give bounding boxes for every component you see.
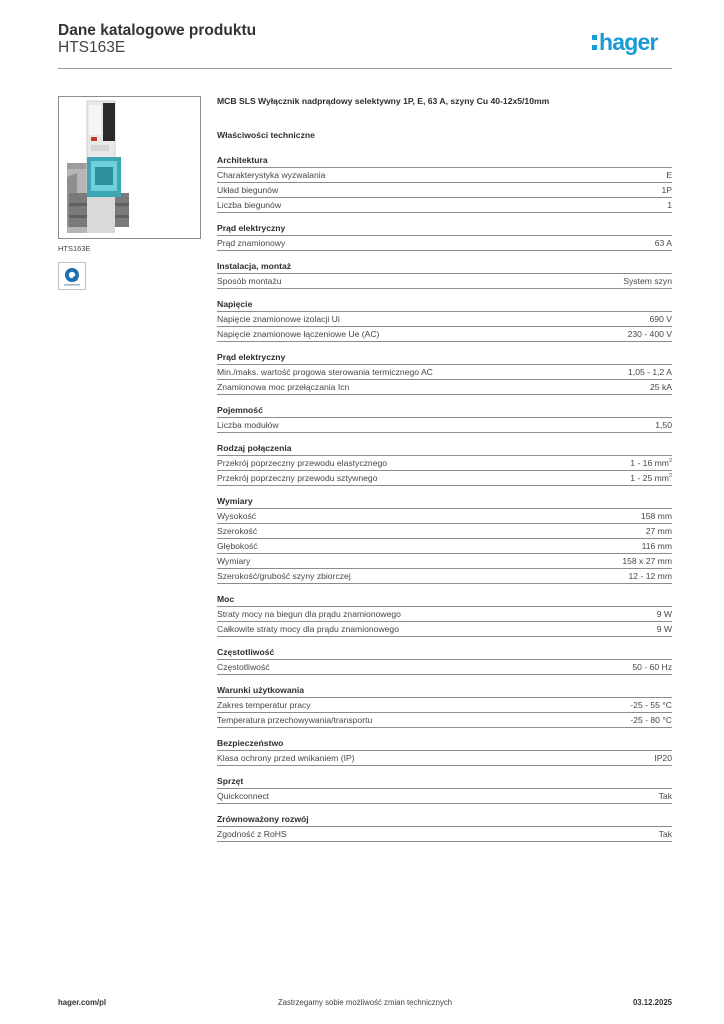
spec-section xyxy=(217,776,672,804)
product-image xyxy=(58,96,201,239)
spec-row xyxy=(217,569,672,584)
section-title: Bezpieczeństwo xyxy=(217,738,672,751)
spec-value-text: -25 - 55 °C xyxy=(630,700,672,710)
section-title: Architektura xyxy=(217,155,672,168)
spec-section xyxy=(217,261,672,289)
spec-row xyxy=(217,471,672,486)
spec-label: Szerokość xyxy=(217,526,258,536)
spec-value xyxy=(630,471,672,485)
spec-value xyxy=(657,607,672,621)
spec-section xyxy=(217,594,672,637)
spec-value xyxy=(659,789,672,803)
spec-section xyxy=(217,352,672,395)
section-title: Warunki użytkowania xyxy=(217,685,672,698)
spec-section xyxy=(217,443,672,486)
section-title: Prąd elektryczny xyxy=(217,352,672,365)
spec-row xyxy=(217,327,672,342)
spec-label: Głębokość xyxy=(217,541,258,551)
spec-label: Częstotliwość xyxy=(217,662,270,672)
spec-label: Wymiary xyxy=(217,556,251,566)
spec-row xyxy=(217,789,672,804)
spec-row xyxy=(217,554,672,569)
spec-value-text: Tak xyxy=(658,791,672,801)
spec-value-text: 9 W xyxy=(656,609,672,619)
spec-value-text: 116 mm xyxy=(641,541,672,551)
spec-row xyxy=(217,236,672,251)
spec-value xyxy=(630,713,672,727)
spec-value-text: 27 mm xyxy=(645,526,672,536)
spec-label: Quickconnect xyxy=(217,791,270,801)
spec-value-text: 63 A xyxy=(654,238,672,248)
spec-row xyxy=(217,198,672,213)
spec-row xyxy=(217,713,672,728)
spec-label: Temperatura przechowywania/transportu xyxy=(217,715,373,725)
spec-section xyxy=(217,155,672,213)
spec-value-text: 158 mm xyxy=(640,511,672,521)
spec-value-text: 50 - 60 Hz xyxy=(632,662,672,672)
spec-value-text: Tak xyxy=(658,829,672,839)
spec-value-text: 230 - 400 V xyxy=(627,329,672,339)
spec-value xyxy=(646,524,672,538)
spec-value xyxy=(659,827,672,841)
spec-value xyxy=(667,198,672,212)
header-divider xyxy=(58,68,672,69)
spec-label: Klasa ochrony przed wnikaniem (IP) xyxy=(217,753,355,763)
spec-value-text: 25 kA xyxy=(650,382,672,392)
spec-value xyxy=(630,456,672,470)
section-title: Częstotliwość xyxy=(217,647,672,660)
footer-disclaimer: Zastrzegamy sobie możliwość zmian technicznych xyxy=(277,998,453,1007)
spec-label: Przekrój poprzeczny przewodu elastycznego xyxy=(217,458,388,468)
spec-section xyxy=(217,299,672,342)
footer-date: 03.12.2025 xyxy=(632,998,672,1007)
spec-value-superscript: 2 xyxy=(668,458,672,464)
spec-value xyxy=(623,274,672,288)
spec-value xyxy=(657,622,672,636)
spec-section xyxy=(217,223,672,251)
circuit-breaker-image-icon xyxy=(59,97,201,239)
spec-row xyxy=(217,380,672,395)
spec-value xyxy=(629,569,672,583)
spec-value-text: 9 W xyxy=(656,624,672,634)
spec-label: Sposób montażu xyxy=(217,276,282,286)
spec-label: Prąd znamionowy xyxy=(217,238,286,248)
section-title: Zrównoważony rozwój xyxy=(217,814,672,827)
spec-value xyxy=(630,698,672,712)
spec-value-text: System szyn xyxy=(623,276,672,286)
spec-row xyxy=(217,622,672,637)
page-title: Dane katalogowe produktu xyxy=(58,22,257,39)
spec-value-superscript: 2 xyxy=(668,473,672,479)
spec-label: Liczba modułów xyxy=(217,420,279,430)
spec-label: Układ biegunów xyxy=(217,185,279,195)
section-title: Sprzęt xyxy=(217,776,672,789)
section-title: Instalacja, montaż xyxy=(217,261,672,274)
spec-value-text: 12 - 12 mm xyxy=(628,571,672,581)
spec-value xyxy=(622,554,672,568)
spec-label: Znamionowa moc przełączania Icn xyxy=(217,382,350,392)
hager-logo[interactable] xyxy=(592,27,658,57)
spec-content xyxy=(217,96,672,852)
spec-value xyxy=(655,236,672,250)
spec-label: Przekrój poprzeczny przewodu sztywnego xyxy=(217,473,378,483)
spec-label: Min./maks. wartość progowa sterowania termicznego AC xyxy=(217,367,433,377)
spec-row xyxy=(217,660,672,675)
section-title: Rodzaj połączenia xyxy=(217,443,672,456)
spec-value xyxy=(661,183,672,197)
section-title: Moc xyxy=(217,594,672,607)
spec-row xyxy=(217,539,672,554)
product-code: HTS163E xyxy=(58,39,126,56)
spec-value xyxy=(628,365,672,379)
spec-section xyxy=(217,496,672,584)
spec-row xyxy=(217,168,672,183)
spec-value-text: 158 x 27 mm xyxy=(622,556,672,566)
spec-value xyxy=(666,168,672,182)
spec-sections xyxy=(217,155,672,842)
spec-value-text: 1,50 xyxy=(655,420,672,430)
section-title: Pojemność xyxy=(217,405,672,418)
spec-label: Zakres temperatur pracy xyxy=(217,700,311,710)
section-title: Wymiary xyxy=(217,496,672,509)
spec-value xyxy=(655,418,672,432)
spec-row xyxy=(217,312,672,327)
spec-row xyxy=(217,365,672,380)
spec-value-text: 690 V xyxy=(649,314,672,324)
spec-label: Napięcie znamionowe izolacji Ui xyxy=(217,314,340,324)
spec-row xyxy=(217,607,672,622)
spec-section xyxy=(217,647,672,675)
spec-value-text: 1 - 16 mm xyxy=(630,458,669,468)
spec-label: Wysokość xyxy=(217,511,257,521)
spec-row xyxy=(217,827,672,842)
spec-value-text: IP20 xyxy=(654,753,672,763)
spec-value xyxy=(642,539,672,553)
section-title: Napięcie xyxy=(217,299,672,312)
spec-value-text: -25 - 80 °C xyxy=(630,715,672,725)
spec-value xyxy=(654,751,672,765)
spec-row xyxy=(217,456,672,471)
image-caption: HTS163E xyxy=(58,244,91,253)
spec-value-text: 1 xyxy=(667,200,672,210)
technical-properties-heading: Właściwości techniczne xyxy=(217,130,315,140)
spec-label: Szerokość/grubość szyny zbiorczej xyxy=(217,571,351,581)
spec-value-text: 1 - 25 mm xyxy=(630,473,669,483)
spec-row xyxy=(217,418,672,433)
spec-row xyxy=(217,183,672,198)
spec-section xyxy=(217,405,672,433)
spec-row xyxy=(217,509,672,524)
spec-row xyxy=(217,274,672,289)
spec-value-text: 1,05 - 1,2 A xyxy=(628,367,672,377)
footer-website-link[interactable]: hager.com/pl xyxy=(58,998,107,1007)
spec-section xyxy=(217,685,672,728)
spec-label: Zgodność z RoHS xyxy=(217,829,287,839)
logo-text: hager xyxy=(599,28,658,55)
spec-value-text: E xyxy=(666,170,672,180)
spec-section xyxy=(217,738,672,766)
spec-value-text: 1P xyxy=(661,185,672,195)
spec-row xyxy=(217,751,672,766)
spec-label: Napięcie znamionowe łączeniowe Ue (AC) xyxy=(217,329,380,339)
section-title: Prąd elektryczny xyxy=(217,223,672,236)
logo-dots-icon xyxy=(592,35,597,50)
spec-label: Straty mocy na biegun dla prądu znamionowego xyxy=(217,609,401,619)
quickconnect-badge-icon xyxy=(58,262,86,290)
spec-row xyxy=(217,698,672,713)
spec-value xyxy=(650,312,672,326)
product-title: MCB SLS Wyłącznik nadprądowy selektywny 1P, E, 63 A, szyny Cu 40-12x5/10mm xyxy=(217,96,550,106)
spec-section xyxy=(217,814,672,842)
spec-value xyxy=(628,327,672,341)
spec-value xyxy=(641,509,672,523)
spec-label: Liczba biegunów xyxy=(217,200,282,210)
spec-label: Całkowite straty mocy dla prądu znamionowego xyxy=(217,624,399,634)
spec-row xyxy=(217,524,672,539)
spec-value xyxy=(650,380,672,394)
spec-value xyxy=(632,660,672,674)
spec-label: Charakterystyka wyzwalania xyxy=(217,170,326,180)
